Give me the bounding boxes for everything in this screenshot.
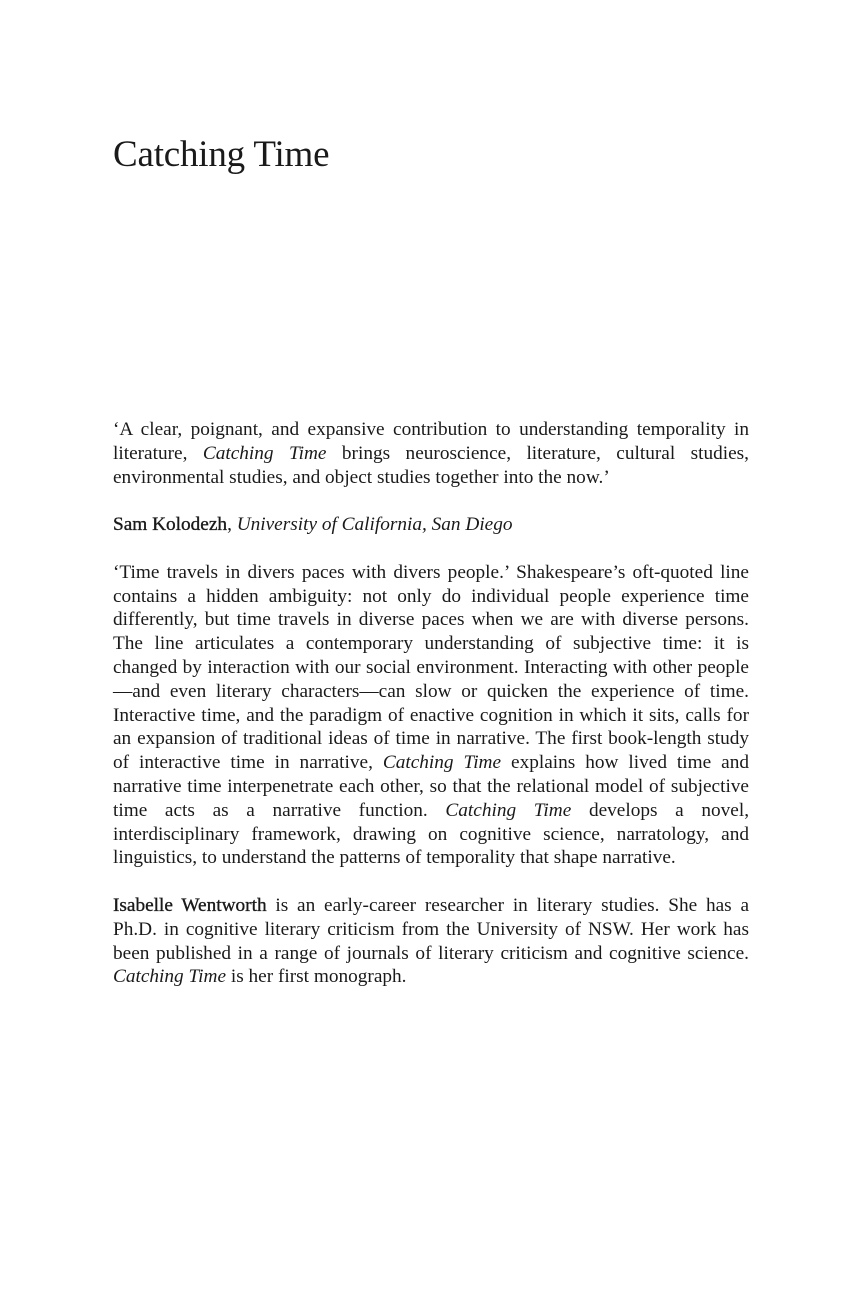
author-name: Isabelle Wentworth bbox=[113, 894, 267, 916]
page-title: Catching Time bbox=[113, 134, 330, 175]
endorser-affiliation: University of California, San Diego bbox=[236, 514, 513, 536]
book-description: ‘Time travels in divers paces with divers people.’ Shakespeare’s oft-quoted line contains a hidden ambiguity: not only do individual people experience time differently, but time travels in diverse paces when we are with diverse persons. The line articulates a contemporary understanding of subjective time: it is changed by interaction with our social environment. Interacting with other people—and even literary characters—can slow or quicken the experience of time. Interactive time, and the paradigm of enactive cognition in which it sits, calls for an expansion of traditional ideas of time in narrative. The first book-length study of interactive time in narrative, Catching Time explains how lived time and narrative time interpenetrate each other, so that the relational model of subjective time acts as a narrative function. Catching Time develops a novel, interdisciplinary framework, drawing on cognitive science, narratology, and linguistics, to understand the patterns of temporality that shape narrative. bbox=[113, 561, 750, 869]
author-bio: Isabelle Wentworth is an early-career researcher in literary studies. She has a Ph.D. in cognitive literary criticism from the University of NSW. Her work has been published in a range of journals of literary criticism and cognitive science. Catching Time is her first monograph. bbox=[113, 894, 749, 988]
endorser-name: Sam Kolodezh bbox=[113, 514, 228, 536]
endorsement-quote: ‘A clear, poignant, and expansive contribution to understanding temporality in literature, Catching Time brings neuroscience, literature, cultural studies, environmental studies, and object studies together into the now.’ bbox=[113, 419, 749, 488]
book-title-italic: Catching Time bbox=[445, 799, 572, 821]
book-title-italic: Catching Time bbox=[113, 966, 227, 988]
endorsement-attribution: Sam Kolodezh, University of California, San Diego bbox=[113, 514, 513, 536]
book-title-italic: Catching Time bbox=[202, 442, 327, 464]
back-matter-content bbox=[113, 418, 749, 989]
book-title-italic: Catching Time bbox=[382, 752, 502, 774]
